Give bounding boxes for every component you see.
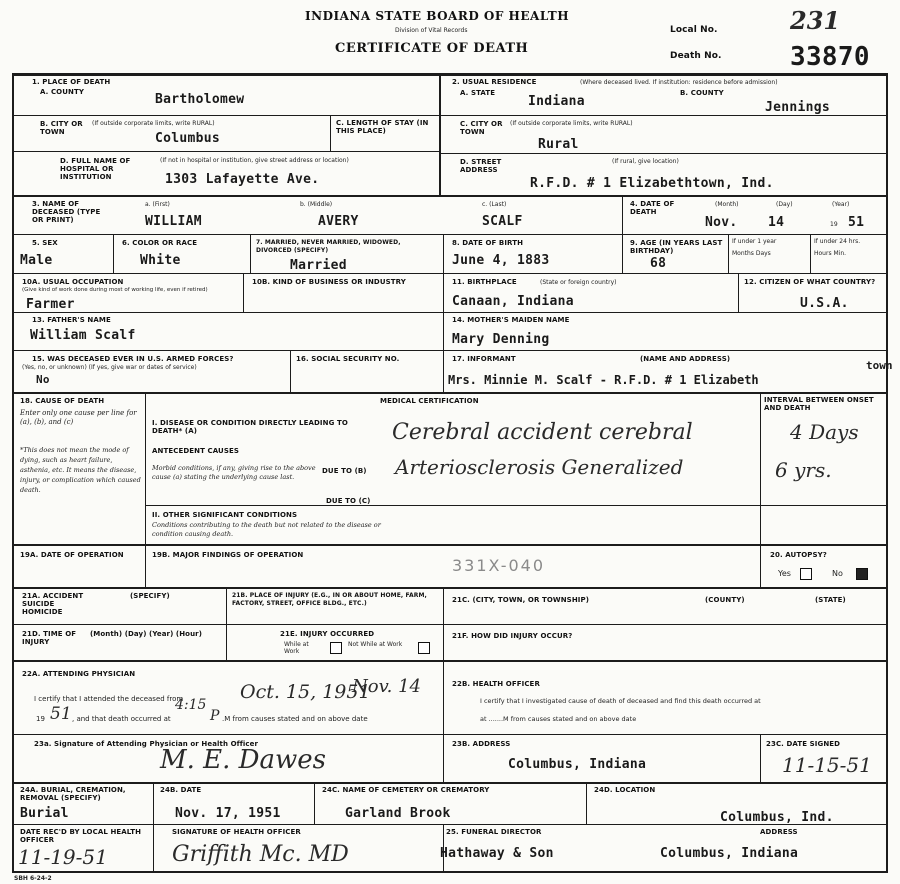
certificate-title: CERTIFICATE OF DEATH [335, 41, 529, 56]
last-name-value: SCALF [482, 214, 523, 229]
mother-label: 14. MOTHER'S MAIDEN NAME [452, 316, 570, 324]
operation-date-label: 19A. DATE OF OPERATION [20, 551, 124, 559]
occupation-label: 10A. USUAL OCCUPATION [22, 278, 124, 286]
date-signed-label: 23C. DATE SIGNED [766, 740, 841, 748]
rule-center-top [439, 73, 441, 195]
physician-label: 22A. ATTENDING PHYSICIAN [22, 670, 136, 678]
rule-signature [12, 734, 888, 735]
death-city-note: (If outside corporate limits, write RURAL) [92, 120, 215, 127]
rule-under1 [728, 234, 729, 273]
first-name-value: WILLIAM [145, 214, 202, 229]
name-label: 3. NAME OF DECEASED (TYPE OR PRINT) [32, 200, 101, 224]
from-causes-text: .M from causes stated and on above date [222, 715, 368, 723]
injury-time-cols: (Month) (Day) (Year) (Hour) [90, 630, 203, 638]
res-city-note: (If outside corporate limits, write RURAL) [510, 120, 633, 127]
funeral-director-value: Hathaway & Son [440, 846, 554, 861]
armed-forces-value: No [36, 373, 50, 386]
res-state-value: Indiana [528, 94, 585, 109]
citizen-label: 12. CITIZEN OF WHAT COUNTRY? [744, 278, 876, 286]
rule-sex-v1 [113, 234, 114, 273]
injury-place-label: 21B. PLACE OF INJURY (E.G., IN OR ABOUT HOME, FARM, FACTORY, STREET, OFFICE BLDG., ETC.) [232, 592, 427, 607]
death-county-value: Bartholomew [155, 92, 245, 107]
autopsy-yes-label: Yes [778, 569, 791, 578]
birthplace-label: 11. BIRTHPLACE [452, 278, 517, 286]
res-county-label: B. COUNTY [680, 89, 724, 97]
rule-sex-v2 [250, 234, 251, 273]
physician-year: 51 [50, 704, 72, 724]
hospital-note: (If not in hospital or institution, give street address or location) [160, 157, 349, 164]
marital-value: Married [290, 258, 347, 273]
rule-county-city [12, 115, 439, 116]
burial-date-value: Nov. 17, 1951 [175, 806, 281, 821]
death-year-prefix: 19 [830, 221, 838, 228]
residence-note: (Where deceased lived. If institution: residence before admission) [580, 79, 778, 86]
not-while-at-work-checkbox[interactable] [418, 642, 430, 654]
res-street-value: R.F.D. # 1 Elizabethtown, Ind. [530, 176, 774, 191]
under-1-year-label: If under 1 year [732, 238, 777, 245]
physician-address-label: 23B. ADDRESS [452, 740, 511, 748]
rule-part2 [145, 505, 886, 506]
while-at-work-checkbox[interactable] [330, 642, 342, 654]
color-value: White [140, 253, 181, 268]
informant-overflow: town [866, 359, 893, 372]
interval-label: INTERVAL BETWEEN ONSET AND DEATH [764, 396, 874, 412]
ssn-label: 16. SOCIAL SECURITY NO. [296, 355, 400, 363]
cause-instruction: Enter only one cause per line for (a), (b), and (c) [20, 409, 137, 426]
health-officer-text-2: at .......M from causes stated and on above date [480, 715, 637, 723]
rule-section1 [12, 195, 888, 197]
autopsy-label: 20. AUTOPSY? [770, 551, 827, 559]
antecedent-label: ANTECEDENT CAUSES [152, 447, 240, 455]
rule-burial [12, 782, 888, 784]
birthplace-note: (State or foreign country) [540, 279, 617, 286]
antecedent-note: Morbid conditions, if any, giving rise to the above cause (a) stating the underlying cause last. [152, 464, 316, 481]
rule-citizen [738, 273, 739, 312]
cause-help-text: *This does not mean the mode of dying, such as heart failure, asthenia, etc. It means the disease, injury, or complication which caused death. [20, 446, 141, 494]
autopsy-no-checkbox[interactable] [856, 568, 868, 580]
rule-name [12, 234, 888, 235]
armed-forces-label: 15. WAS DECEASED EVER IN U.S. ARMED FORCES? [32, 355, 234, 363]
injury-specify-label: (SPECIFY) [130, 592, 170, 600]
death-city-label: B. CITY OR TOWN [40, 120, 83, 136]
length-of-stay-label: C. LENGTH OF STAY (IN THIS PLACE) [336, 119, 429, 135]
res-street-label: D. STREET ADDRESS [460, 158, 502, 174]
due-to-b-label: DUE TO (B) [322, 467, 367, 475]
birthplace-value: Canaan, Indiana [452, 294, 574, 309]
health-officer-label: 22B. HEALTH OFFICER [452, 680, 540, 688]
rule-section2 [12, 392, 888, 394]
rule-ssn [290, 350, 291, 392]
birth-date-label: 8. DATE OF BIRTH [452, 239, 524, 247]
part1-label: I. DISEASE OR CONDITION DIRECTLY LEADING TO DEATH* (A) [152, 419, 348, 435]
hospital-label: D. FULL NAME OF HOSPITAL OR INSTITUTION [60, 157, 131, 181]
division-title: Division of Vital Records [395, 27, 468, 34]
rule-parents [12, 350, 888, 351]
operation-findings-label: 19B. MAJOR FINDINGS OF OPERATION [152, 551, 304, 559]
burial-date-label: 24B. DATE [160, 786, 202, 794]
death-day-label: (Day) [776, 201, 793, 208]
under-24-hrs-cols: Hours Min. [814, 250, 847, 257]
autopsy-yes-checkbox[interactable] [800, 568, 812, 580]
date-signed-value: 11-15-51 [782, 753, 872, 777]
while-at-work-label: While at Work [284, 641, 309, 655]
death-meridiem: P [210, 708, 220, 724]
rule-physician [12, 660, 888, 662]
occupation-value: Farmer [26, 297, 75, 312]
cemetery-label: 24C. NAME OF CEMETERY OR CREMATORY [322, 786, 490, 794]
rule-sex [12, 273, 888, 274]
res-city-value: Rural [538, 137, 579, 152]
hospital-value: 1303 Lafayette Ave. [165, 172, 320, 187]
mother-value: Mary Denning [452, 332, 550, 347]
burial-location-label: 24D. LOCATION [594, 786, 656, 794]
birth-date-value: June 4, 1883 [452, 253, 550, 268]
funeral-director-label: 25. FUNERAL DIRECTOR [446, 828, 542, 836]
injury-time-label: 21D. TIME OF INJURY [22, 630, 77, 646]
res-state-label: A. STATE [460, 89, 496, 97]
rule-occupation [12, 312, 888, 313]
rule-bottom [12, 871, 888, 873]
sex-label: 5. SEX [32, 239, 58, 247]
injury-how-label: 21F. HOW DID INJURY OCCUR? [452, 632, 573, 640]
res-street-note: (If rural, give location) [612, 158, 679, 165]
form-code: SBH 6-24-2 [14, 875, 52, 882]
officer-signature-value: Griffith Mc. MD [172, 842, 349, 867]
under-1-year-cols: Months Days [732, 250, 771, 257]
physician-signature: M. E. Dawes [160, 745, 326, 775]
informant-label: 17. INFORMANT [452, 355, 516, 363]
rule-left [12, 73, 14, 873]
cemetery-value: Garland Brook [345, 806, 451, 821]
rule-business [243, 273, 244, 312]
health-officer-text: I certify that I investigated cause of death of deceased and find this death occurred at [480, 697, 761, 705]
stamp-code: 331X-040 [452, 556, 546, 575]
death-year-label: (Year) [832, 201, 850, 208]
director-address-value: Columbus, Indiana [660, 846, 799, 861]
cause-b-handwritten: Arteriosclerosis Generalized [395, 455, 684, 479]
residence-label: 2. USUAL RESIDENCE [452, 78, 537, 86]
first-name-label: a. (First) [145, 201, 170, 208]
medical-certification-label: MEDICAL CERTIFICATION [380, 397, 479, 405]
injury-type-label: 21A. ACCIDENT SUICIDE HOMICIDE [22, 592, 84, 616]
interval-b-handwritten: 6 yrs. [775, 458, 832, 482]
death-time: 4:15 [175, 697, 207, 713]
rule-interval [760, 392, 761, 544]
rule-phys-center [443, 660, 444, 782]
injury-work-label: 21E. INJURY OCCURRED [280, 630, 375, 638]
attended-to-date: Nov. 14 [352, 676, 421, 697]
middle-name-value: AVERY [318, 214, 359, 229]
injury-city-label: 21C. (CITY, TOWN, OR TOWNSHIP) [452, 596, 590, 604]
rule-city-hospital [12, 151, 439, 152]
signature-label: 23a. Signature of Attending Physician or Health Officer [34, 740, 259, 748]
rule-top [12, 73, 888, 76]
res-city-label: C. CITY OR TOWN [460, 120, 503, 136]
due-to-c-label: DUE TO (C) [326, 497, 371, 505]
board-title: INDIANA STATE BOARD OF HEALTH [305, 9, 570, 23]
age-label: 9. AGE (IN YEARS LAST BIRTHDAY) [630, 239, 723, 255]
death-no-label: Death No. [670, 51, 722, 61]
business-label: 10B. KIND OF BUSINESS OR INDUSTRY [252, 278, 406, 286]
date-of-death-label: 4. DATE OF DEATH [630, 200, 675, 216]
rule-date-death [622, 195, 623, 234]
father-value: William Scalf [30, 328, 136, 343]
injury-county-label: (COUNTY) [705, 596, 745, 604]
place-of-death-label: 1. PLACE OF DEATH [32, 78, 111, 86]
last-name-label: c. (Last) [482, 201, 507, 208]
rule-bur-v1 [153, 782, 154, 872]
part2-note: Conditions contributing to the death but not related to the disease or condition causing death. [152, 521, 381, 538]
death-month-value: Nov. [705, 215, 738, 230]
rule-age [622, 234, 623, 273]
rule-stay [330, 115, 331, 151]
physician-certify-text: I certify that I attended the deceased from [34, 695, 184, 703]
informant-note: (NAME AND ADDRESS) [640, 355, 731, 363]
occupation-note: (Give kind of work done during most of working life, even if retired) [22, 287, 208, 293]
rule-center-mid [443, 234, 444, 392]
burial-location-value: Columbus, Ind. [720, 810, 834, 825]
local-no-label: Local No. [670, 25, 718, 35]
armed-forces-note: (Yes, no, or unknown) (If yes, give war or dates of service) [22, 364, 197, 371]
officer-signature-label: SIGNATURE OF HEALTH OFFICER [172, 828, 301, 836]
death-month-label: (Month) [715, 201, 739, 208]
autopsy-no-label: No [832, 569, 843, 578]
age-value: 68 [650, 256, 667, 271]
burial-method-label: 24A. BURIAL, CREMATION, REMOVAL (SPECIFY) [20, 786, 126, 802]
res-county-value: Jennings [765, 100, 831, 115]
rule-date-signed [760, 734, 761, 782]
not-while-at-work-label: Not While at Work [348, 641, 403, 648]
rule-cause-left [145, 392, 146, 544]
rule-op-v2 [760, 544, 761, 587]
citizen-value: U.S.A. [800, 296, 849, 311]
color-label: 6. COLOR OR RACE [122, 239, 198, 247]
part2-label: II. OTHER SIGNIFICANT CONDITIONS [152, 511, 298, 519]
rule-under24 [810, 234, 811, 273]
rule-bur-v2 [314, 782, 315, 824]
death-occurred-text: , and that death occurred at [72, 715, 171, 723]
marital-label: 7. MARRIED, NEVER MARRIED, WIDOWED, DIVORCED (SPECIFY) [256, 239, 401, 254]
attended-from-date: Oct. 15, 1951 [240, 681, 371, 703]
informant-value: Mrs. Minnie M. Scalf - R.F.D. # 1 Elizabeth [448, 373, 759, 387]
burial-method-value: Burial [20, 806, 69, 821]
physician-address-value: Columbus, Indiana [508, 757, 647, 772]
rule-res-1 [439, 115, 888, 116]
rule-injury-2 [12, 624, 888, 625]
rule-op-v1 [145, 544, 146, 587]
rule-bur-v3 [586, 782, 587, 824]
received-date-value: 11-19-51 [18, 845, 108, 869]
physician-year-prefix: 19 [36, 715, 45, 723]
father-label: 13. FATHER'S NAME [32, 316, 111, 324]
interval-a-handwritten: 4 Days [790, 420, 859, 444]
director-address-label: ADDRESS [760, 828, 798, 836]
middle-name-label: b. (Middle) [300, 201, 333, 208]
sex-value: Male [20, 253, 53, 268]
cause-a-handwritten: Cerebral accident cerebral [392, 420, 693, 445]
injury-state-label: (STATE) [815, 596, 846, 604]
death-county-label: A. COUNTY [40, 88, 85, 96]
death-city-value: Columbus [155, 131, 221, 146]
rule-operation [12, 544, 888, 546]
local-no-value: 231 [790, 6, 841, 35]
cause-of-death-label: 18. CAUSE OF DEATH [20, 397, 105, 405]
rule-injury [12, 587, 888, 589]
death-day-value: 14 [768, 215, 785, 230]
under-24-hrs-label: If under 24 hrs. [814, 238, 861, 245]
rule-right [886, 73, 888, 873]
death-year-value: 51 [848, 215, 865, 230]
rule-res-2 [439, 153, 888, 154]
death-no-value: 33870 [790, 42, 870, 72]
received-date-label: DATE REC'D BY LOCAL HEALTH OFFICER [20, 828, 142, 844]
